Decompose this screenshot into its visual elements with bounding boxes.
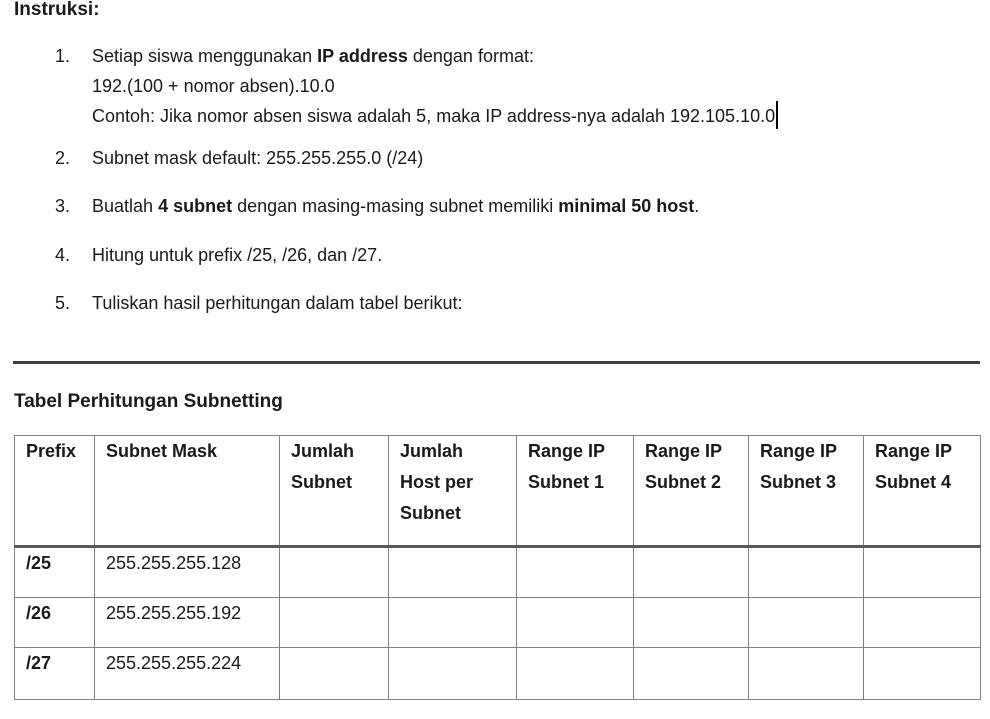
- header-line: Jumlah: [400, 441, 464, 461]
- table-row-25: [15, 547, 981, 598]
- empty-fill-cell[interactable]: [864, 547, 981, 598]
- empty-fill-cell[interactable]: [280, 598, 389, 648]
- list-item-1: [55, 41, 778, 131]
- text-segment: dengan masing-masing subnet memiliki: [232, 196, 559, 216]
- column-header-jumlah-subnet: [280, 436, 389, 547]
- prefix-cell[interactable]: /26: [15, 598, 95, 648]
- column-header-range-ip-subnet-1: [517, 436, 634, 547]
- empty-fill-cell[interactable]: [389, 598, 517, 648]
- table-body: [15, 547, 981, 700]
- empty-fill-cell[interactable]: [389, 547, 517, 598]
- list-item-lines: [92, 288, 463, 318]
- list-item-lines: [92, 191, 699, 221]
- table-header: [15, 436, 981, 547]
- list-item-number: 2.: [55, 148, 71, 168]
- list-item-number: 4.: [55, 245, 71, 265]
- column-header-range-ip-subnet-2: [634, 436, 749, 547]
- empty-fill-cell[interactable]: [634, 547, 749, 598]
- instruction-line: [92, 191, 699, 221]
- header-line: Prefix: [26, 441, 77, 461]
- list-item-number: 3.: [55, 196, 71, 216]
- subnetting-table: [14, 435, 981, 700]
- instruction-line: [92, 143, 423, 173]
- subnet-mask-cell[interactable]: 255.255.255.224: [95, 648, 280, 700]
- table-header-row: [15, 436, 981, 547]
- column-header-range-ip-subnet-3: [749, 436, 864, 547]
- subnet-mask-cell[interactable]: 255.255.255.192: [95, 598, 280, 648]
- header-line: Subnet Mask: [106, 441, 218, 461]
- header-line: Subnet 3: [760, 472, 837, 492]
- empty-fill-cell[interactable]: [389, 648, 517, 700]
- instruction-line: [92, 101, 778, 131]
- text-segment: dengan format:: [407, 46, 534, 66]
- text-segment: minimal 50 host: [558, 196, 695, 216]
- text-caret: [776, 101, 778, 129]
- header-line: Subnet 2: [645, 472, 722, 492]
- list-item-number: 1.: [55, 46, 71, 66]
- list-item-5: [55, 288, 463, 318]
- header-line: Range IP: [760, 441, 838, 461]
- list-item-lines: [92, 143, 423, 173]
- text-segment: Buatlah: [92, 196, 159, 216]
- header-line: Range IP: [645, 441, 723, 461]
- empty-fill-cell[interactable]: [864, 598, 981, 648]
- horizontal-rule: [13, 361, 980, 364]
- text-segment: IP address: [317, 46, 408, 66]
- text-segment: .: [694, 196, 700, 216]
- header-line: Subnet: [291, 472, 352, 492]
- list-item-2: [55, 143, 423, 173]
- column-header-jumlah-host-per-subnet: [389, 436, 517, 547]
- prefix-cell[interactable]: /25: [15, 547, 95, 598]
- column-header-prefix: [15, 436, 95, 547]
- header-line: Range IP: [528, 441, 606, 461]
- empty-fill-cell[interactable]: [517, 598, 634, 648]
- table-title: Tabel Perhitungan Subnetting: [14, 391, 283, 412]
- prefix-cell[interactable]: /27: [15, 648, 95, 700]
- text-segment: 192.(100 + nomor absen).10.0: [92, 76, 335, 96]
- empty-fill-cell[interactable]: [280, 547, 389, 598]
- column-header-subnet-mask: [95, 436, 280, 547]
- empty-fill-cell[interactable]: [749, 648, 864, 700]
- empty-fill-cell[interactable]: [749, 547, 864, 598]
- list-item-lines: [92, 41, 778, 131]
- instructions-heading: Instruksi:: [14, 0, 100, 20]
- header-line: Jumlah: [291, 441, 355, 461]
- empty-fill-cell[interactable]: [517, 648, 634, 700]
- table-row-26: [15, 598, 981, 648]
- instruction-line: [92, 41, 778, 71]
- text-segment: Subnet mask default: 255.255.255.0 (/24): [92, 148, 424, 168]
- list-item-3: [55, 191, 699, 221]
- empty-fill-cell[interactable]: [517, 547, 634, 598]
- header-line: Subnet 4: [875, 472, 952, 492]
- empty-fill-cell[interactable]: [864, 648, 981, 700]
- text-segment: Contoh: Jika nomor absen siswa adalah 5, maka IP address-nya adalah 192.105.10.0: [92, 106, 776, 126]
- column-header-range-ip-subnet-4: [864, 436, 981, 547]
- text-segment: Setiap siswa menggunakan: [92, 46, 318, 66]
- header-line: Range IP: [875, 441, 953, 461]
- text-segment: Tuliskan hasil perhitungan dalam tabel berikut:: [92, 293, 463, 313]
- empty-fill-cell[interactable]: [749, 598, 864, 648]
- empty-fill-cell[interactable]: [280, 648, 389, 700]
- list-item-4: [55, 240, 382, 270]
- instruction-line: [92, 71, 778, 101]
- instruction-line: [92, 240, 382, 270]
- text-segment: Hitung untuk prefix /25, /26, dan /27.: [92, 245, 383, 265]
- header-line: Host per: [400, 472, 474, 492]
- text-segment: 4 subnet: [158, 196, 233, 216]
- instruction-line: [92, 288, 463, 318]
- list-item-lines: [92, 240, 382, 270]
- header-line: Subnet: [400, 503, 461, 523]
- subnet-mask-cell[interactable]: 255.255.255.128: [95, 547, 280, 598]
- table-row-27: [15, 648, 981, 700]
- list-item-number: 5.: [55, 293, 71, 313]
- header-line: Subnet 1: [528, 472, 605, 492]
- empty-fill-cell[interactable]: [634, 648, 749, 700]
- empty-fill-cell[interactable]: [634, 598, 749, 648]
